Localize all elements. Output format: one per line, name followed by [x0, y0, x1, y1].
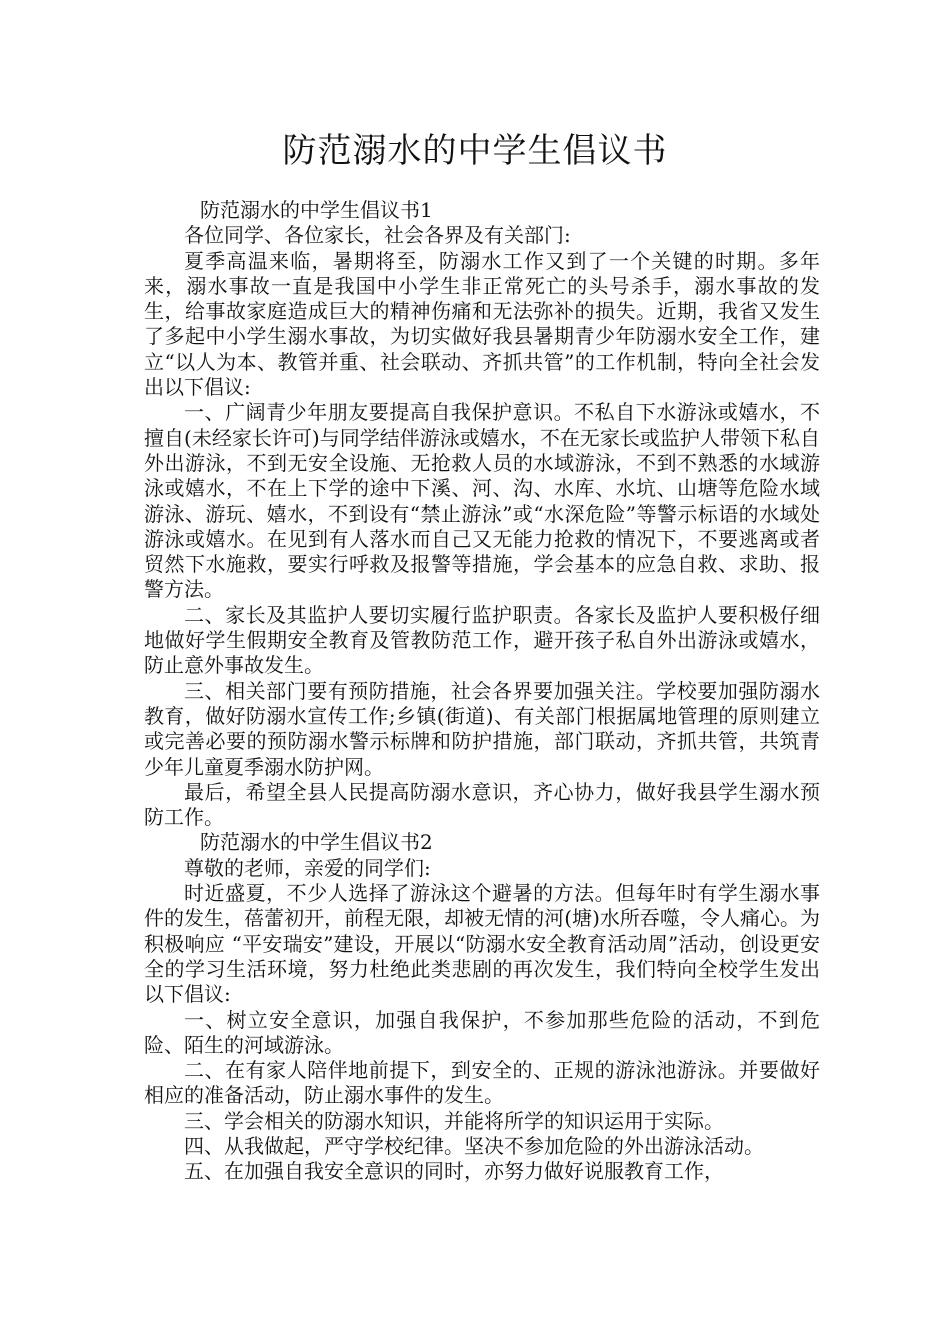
- paragraph-intro-2: 时近盛夏，不少人选择了游泳这个避暑的方法。但每年时有学生溺水事件的发生，蓓蕾初开，前程无限，却被无情的河(塘)水所吞噬，令人痛心。为积极响应 “平安瑞安”建设，开展以“防溺水安全教育活动周”活动，创设更安全的学习生活环境，努力杜绝此类悲剧的再次发生，我们特向全校学生发出以下倡议:: [144, 881, 820, 1007]
- paragraph-item-1-1: 一、广阔青少年朋友要提高自我保护意识。不私自下水游泳或嬉水，不擅自(未经家长许可)与同学结伴游泳或嬉水，不在无家长或监护人带领下私自外出游泳，不到无安全设施、无抢救人员的水域游泳，不到不熟悉的水域游泳或嬉水，不在上下学的途中下溪、河、沟、水库、水坑、山塘等危险水域游泳、游玩、嬉水，不到设有“禁止游泳”或“水深危险”等警示标语的水域处游泳或嬉水。在见到有人落水而自己又无能力抢救的情况下，不要逃离或者贸然下水施救，要实行呼救及报警等措施，学会基本的应急自救、求助、报警方法。: [144, 400, 820, 602]
- document-body: [144, 198, 820, 1185]
- paragraph-item-2-4: 四、从我做起，严守学校纪律。坚决不参加危险的外出游泳活动。: [184, 1133, 764, 1158]
- section-heading-1: 防范溺水的中学生倡议书1: [200, 198, 433, 222]
- salutation-2: 尊敬的老师，亲爱的同学们:: [184, 855, 431, 880]
- paragraph-item-1-3: 三、相关部门要有预防措施，社会各界要加强关注。学校要加强防溺水教育，做好防溺水宣传工作;乡镇(街道)、有关部门根据属地管理的原则建立或完善必要的预防溺水警示标牌和防护措施，部门联动，齐抓共管，共筑青少年儿童夏季溺水防护网。: [144, 678, 820, 779]
- paragraph-item-2-1: 一、树立安全意识，加强自我保护，不参加那些危险的活动，不到危险、陌生的河域游泳。: [144, 1007, 820, 1057]
- paragraph-closing-1: 最后，希望全县人民提高防溺水意识，齐心协力，做好我县学生溺水预防工作。: [144, 779, 820, 830]
- paragraph-item-2-3: 三、学会相关的防溺水知识，并能将所学的知识运用于实际。: [184, 1108, 724, 1133]
- paragraph-item-2-2: 二、在有家人陪伴地前提下，到安全的、正规的游泳池游泳。并要做好相应的准备活动，防止溺水事件的发生。: [144, 1058, 820, 1108]
- paragraph-intro-1: 夏季高温来临，暑期将至，防溺水工作又到了一个关键的时期。多年来，溺水事故一直是我国中小学生非正常死亡的头号杀手，溺水事故的发生，给事故家庭造成巨大的精神伤痛和无法弥补的损失。近期，我省又发生了多起中小学生溺水事故，为切实做好我县暑期青少年防溺水安全工作，建立“以人为本、教管并重、社会联动、齐抓共管”的工作机制，特向全社会发出以下倡议:: [144, 248, 820, 400]
- paragraph-item-1-2: 二、家长及其监护人要切实履行监护职责。各家长及监护人要积极仔细地做好学生假期安全教育及管教防范工作，避开孩子私自外出游泳或嬉水，防止意外事故发生。: [144, 602, 820, 678]
- section-heading-2: 防范溺水的中学生倡议书2: [200, 830, 433, 855]
- salutation-1: 各位同学、各位家长，社会各界及有关部门:: [184, 223, 571, 248]
- document-title: 防范溺水的中学生倡议书: [282, 131, 668, 171]
- paragraph-item-2-5: 五、在加强自我安全意识的同时，亦努力做好说服教育工作，: [184, 1159, 724, 1184]
